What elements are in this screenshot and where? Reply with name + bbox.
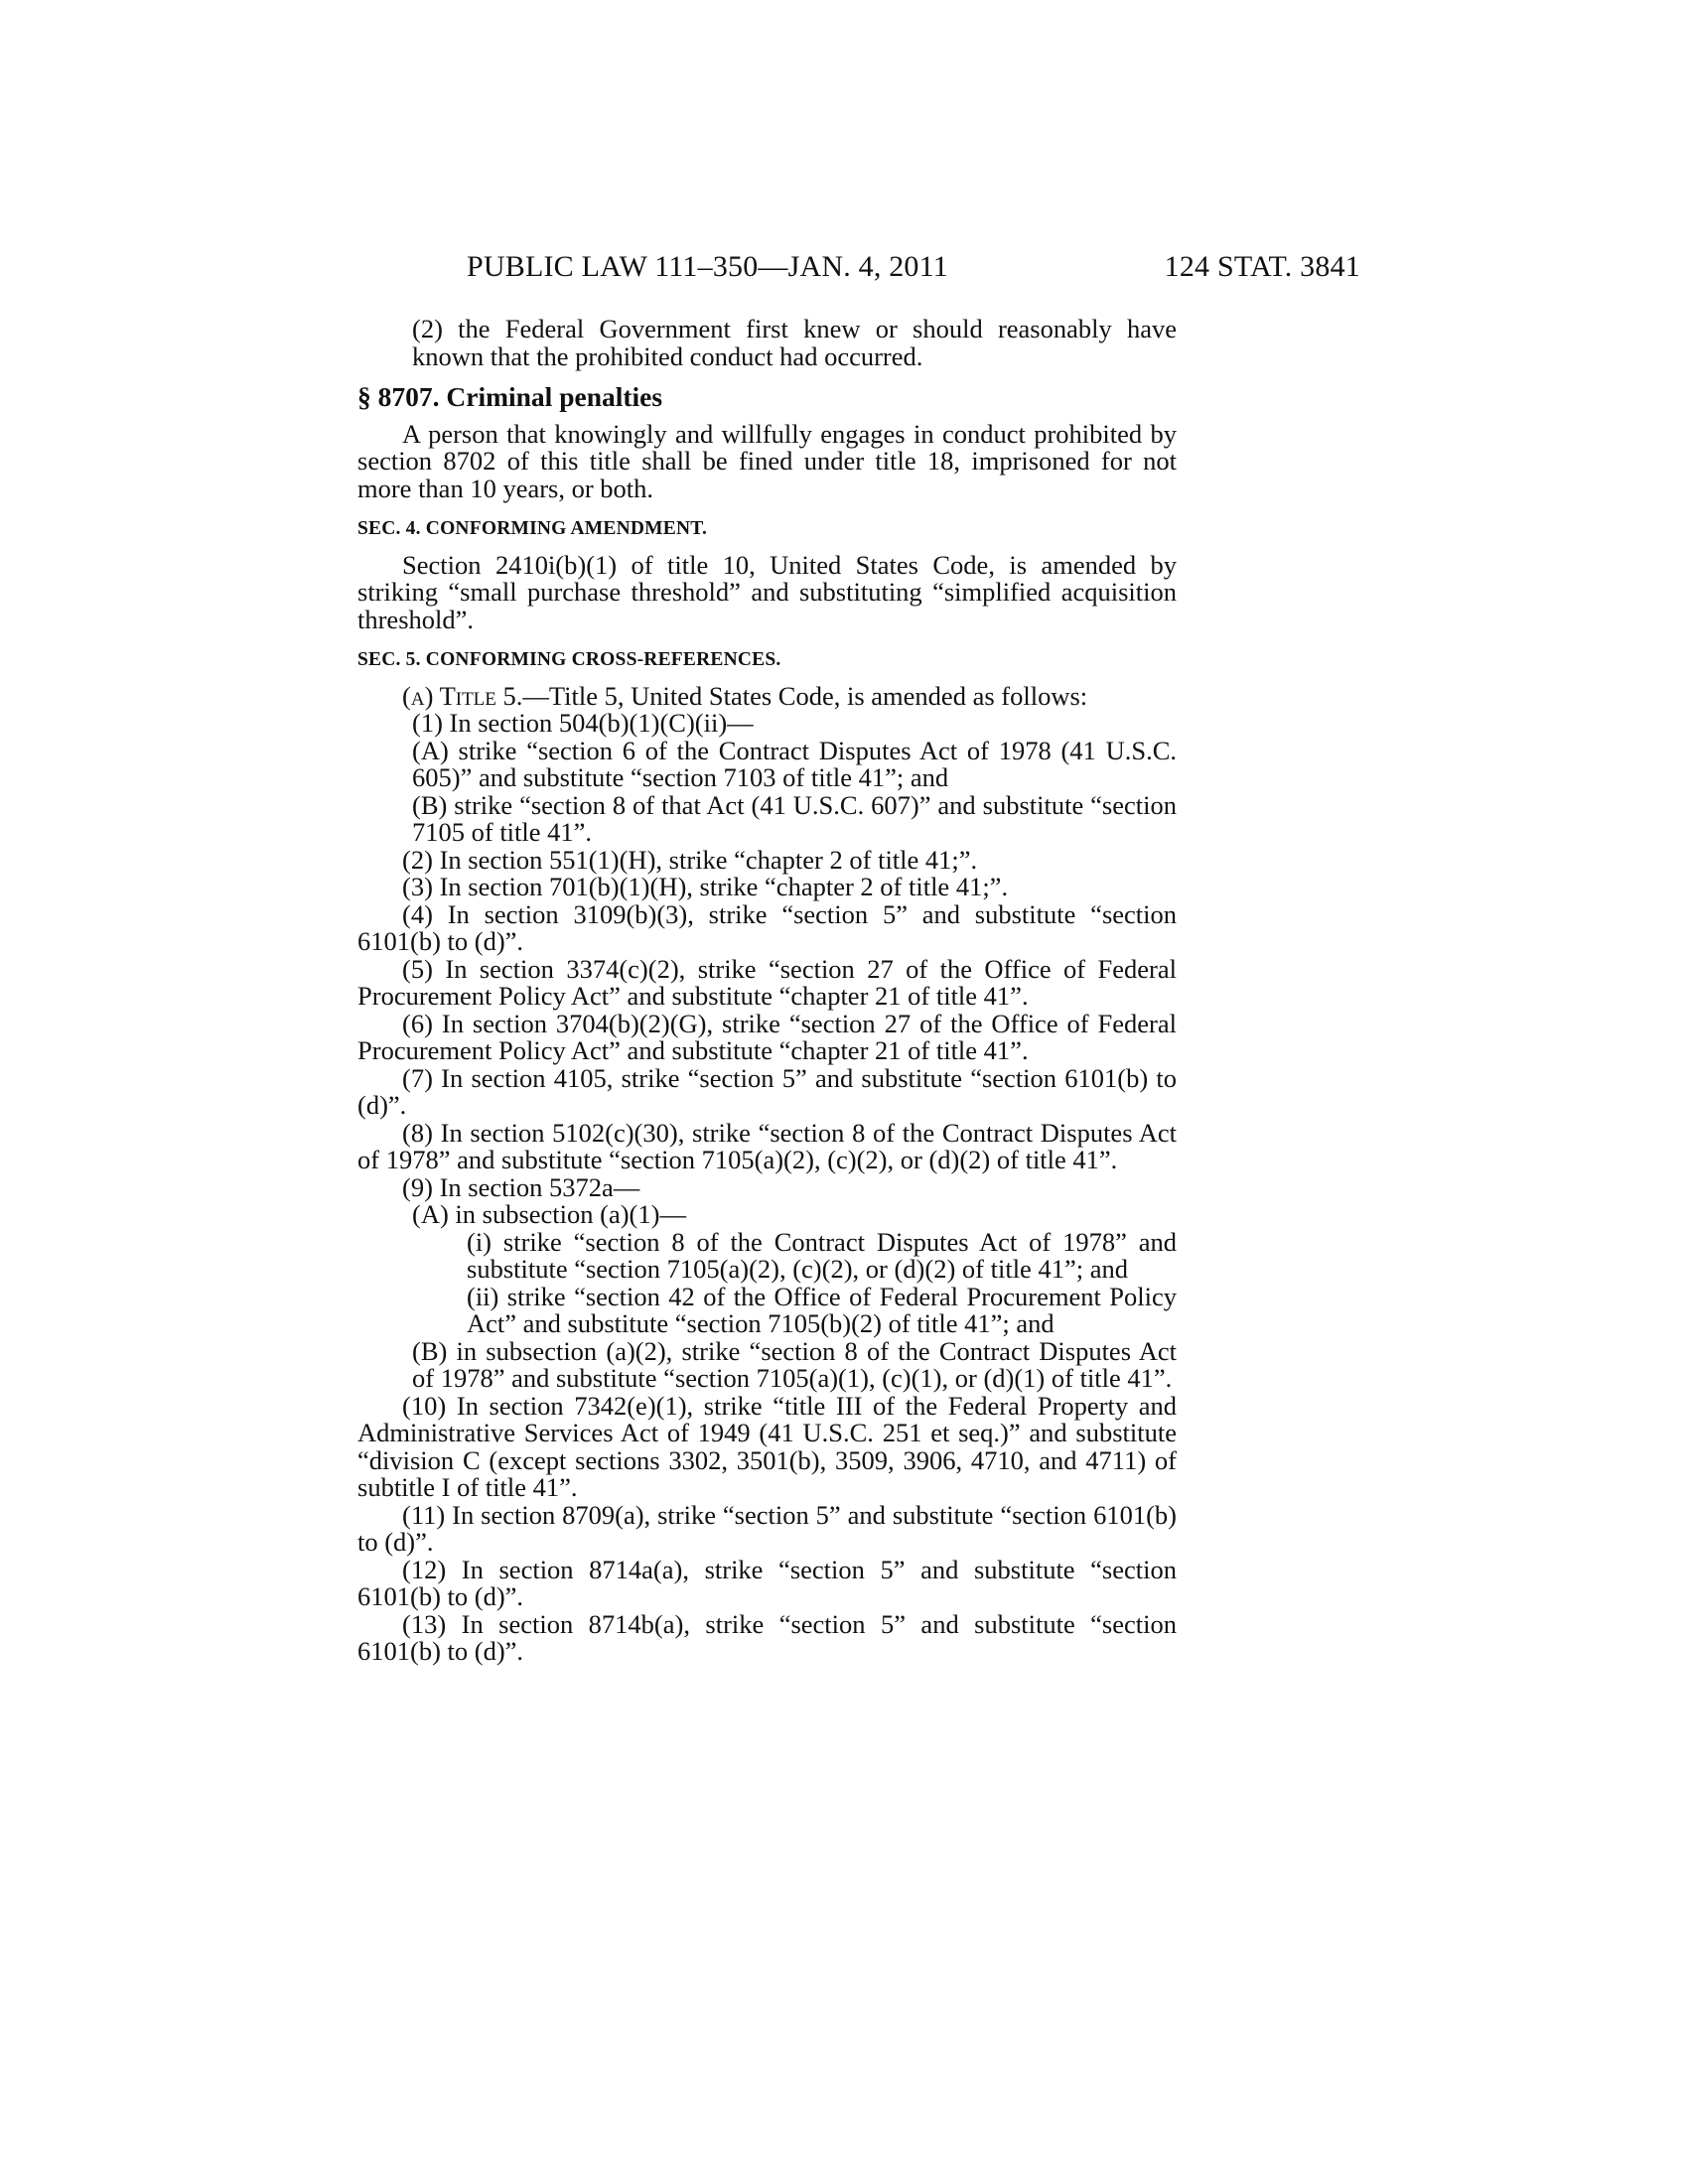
list-item: (1) In section 504(b)(1)(C)(ii)— bbox=[412, 708, 754, 738]
list-item: (13) In section 8714b(a), strike “section 5” and substitute “section 6101(b) to (d)”. bbox=[357, 1608, 1177, 1666]
list-item: (11) In section 8709(a), strike “section 5” and substitute “section 6101(b) to (d)”. bbox=[357, 1499, 1177, 1557]
statute-page-number: 124 STAT. 3841 bbox=[1164, 250, 1360, 283]
sec-4-heading: SEC. 4. CONFORMING AMENDMENT. bbox=[357, 518, 708, 539]
list-item: (B) in subsection (a)(2), strike “section 8 of the Contract Disputes Act of 1978” and substitute “section 7105(a)(1), (c)(1), or (d)(1) of title 41”. bbox=[412, 1335, 1177, 1393]
list-item: (ii) strike “section 42 of the Office of Federal Procurement Policy Act” and substitute “section 7105(b)(2) of title 41”; and bbox=[467, 1281, 1177, 1338]
sec-5-heading: SEC. 5. CONFORMING CROSS-REFERENCES. bbox=[357, 649, 781, 670]
list-item: (10) In section 7342(e)(1), strike “title III of the Federal Property and Administrative Services Act of 1949 (41 U.S.C. 251 et seq.)” and substitute “division C (except sections 3302, 3501(b), 3509, 3906, 4710, and 4711) of subtitle I of title 41”. bbox=[357, 1390, 1177, 1502]
sec-4-text: Section 2410i(b)(1) of title 10, United States Code, is amended by striking “small purchase threshold” and substituting “simplified acquisition threshold”. bbox=[357, 549, 1177, 634]
list-item: (8) In section 5102(c)(30), strike “section 8 of the Contract Disputes Act of 1978” and substitute “section 7105(a)(2), (c)(2), or (d)(2) of title 41”. bbox=[357, 1117, 1177, 1174]
list-item: (5) In section 3374(c)(2), strike “section 27 of the Office of Federal Procurement Policy Act” and substitute “chapter 21 of title 41”. bbox=[357, 953, 1177, 1011]
list-item: (A) in subsection (a)(1)— bbox=[412, 1199, 686, 1229]
running-header-title: PUBLIC LAW 111–350—JAN. 4, 2011 bbox=[467, 250, 948, 283]
paragraph-item-2: (2) the Federal Government first knew or should reasonably have known that the prohibited conduct had occurred. bbox=[412, 314, 1177, 371]
list-item: (i) strike “section 8 of the Contract Disputes Act of 1978” and substitute “section 7105(a)(2), (c)(2), or (d)(2) of title 41”; and bbox=[467, 1226, 1177, 1284]
list-item: (B) strike “section 8 of that Act (41 U.S.C. 607)” and substitute “section 7105 of title 41”. bbox=[412, 789, 1177, 847]
list-item: (6) In section 3704(b)(2)(G), strike “section 27 of the Office of Federal Procurement Policy Act” and substitute “chapter 21 of title 41”. bbox=[357, 1008, 1177, 1065]
subsection-a-label: (a) Title bbox=[402, 680, 496, 711]
list-item: (2) In section 551(1)(H), strike “chapter 2 of title 41;”. bbox=[402, 844, 978, 875]
page-body bbox=[357, 316, 1177, 1666]
subsection-a-text: 5.—Title 5, United States Code, is amended as follows: bbox=[502, 680, 1088, 711]
list-item: (12) In section 8714a(a), strike “section 5” and substitute “section 6101(b) to (d)”. bbox=[357, 1554, 1177, 1611]
list-item: (A) strike “section 6 of the Contract Disputes Act of 1978 (41 U.S.C. 605)” and substitute “section 7103 of title 41”; and bbox=[412, 735, 1177, 792]
section-8707-heading: § 8707. Criminal penalties bbox=[357, 381, 663, 412]
list-item: (4) In section 3109(b)(3), strike “section 5” and substitute “section 6101(b) to (d)”. bbox=[357, 898, 1177, 956]
list-item: (9) In section 5372a— bbox=[402, 1171, 640, 1202]
section-8707-text: A person that knowingly and willfully engages in conduct prohibited by section 8702 of this title shall be fined under title 18, imprisoned for not more than 10 years, or both. bbox=[357, 418, 1177, 503]
subsection-a bbox=[357, 680, 1177, 711]
list-item: (3) In section 701(b)(1)(H), strike “chapter 2 of title 41;”. bbox=[402, 872, 1009, 901]
list-item: (7) In section 4105, strike “section 5” and substitute “section 6101(b) to (d)”. bbox=[357, 1062, 1177, 1120]
